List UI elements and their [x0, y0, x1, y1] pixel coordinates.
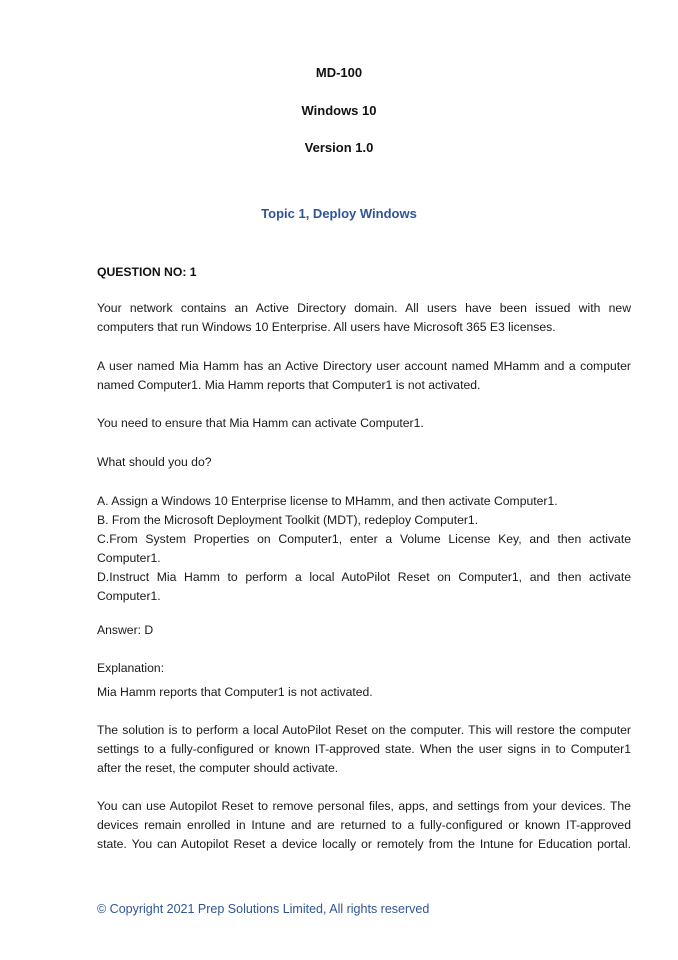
explanation-paragraph-1-line-3: after the reset, the computer should activate.: [97, 761, 339, 775]
exam-name: Windows 10: [301, 103, 377, 118]
explanation-paragraph-1-line-2: settings to a fully-configured or known IT-approved state. When the user signs in to Computer1: [97, 742, 631, 756]
explanation-paragraph-2-line-3: state. You can Autopilot Reset a device locally or remotely from the Intune for Education portal.: [97, 837, 631, 851]
explanation-line-0: Mia Hamm reports that Computer1 is not activated.: [97, 685, 373, 699]
option-b: B. From the Microsoft Deployment Toolkit (MDT), redeploy Computer1.: [97, 513, 479, 527]
topic-heading: Topic 1, Deploy Windows: [261, 206, 417, 221]
question-paragraph-1-line-2: computers that run Windows 10 Enterprise. All users have Microsoft 365 E3 licenses.: [97, 320, 556, 334]
explanation-paragraph-1: [97, 721, 631, 778]
explanation-paragraph-2: [97, 797, 631, 854]
exam-code: MD-100: [315, 65, 363, 80]
question-paragraph-2-line-2: named Computer1. Mia Hamm reports that Computer1 is not activated.: [97, 378, 481, 392]
option-d-line-1: D.Instruct Mia Hamm to perform a local AutoPilot Reset on Computer1, and then activate: [97, 570, 631, 584]
question-paragraph-3: You need to ensure that Mia Hamm can activate Computer1.: [97, 416, 424, 430]
question-paragraph-1-line-1: Your network contains an Active Directory domain. All users have been issued with new: [97, 301, 631, 315]
question-paragraph-2-line-1: A user named Mia Hamm has an Active Directory user account named MHamm and a computer: [97, 359, 631, 373]
question-number: QUESTION NO: 1: [97, 265, 197, 279]
question-paragraph-2: [97, 357, 631, 395]
explanation-paragraph-1-line-1: The solution is to perform a local AutoPilot Reset on the computer. This will restore the computer: [97, 723, 631, 737]
version-label: Version 1.0: [304, 140, 374, 155]
copyright-footer: © Copyright 2021 Prep Solutions Limited, All rights reserved: [97, 902, 430, 916]
answer-options: [97, 492, 631, 606]
option-d-line-2: Computer1.: [97, 589, 161, 603]
option-c-line-1: C.From System Properties on Computer1, enter a Volume License Key, and then activate: [97, 532, 631, 546]
explanation-label: Explanation:: [97, 661, 165, 675]
question-prompt: What should you do?: [97, 455, 212, 469]
explanation-paragraph-2-line-1: You can use Autopilot Reset to remove personal files, apps, and settings from your devices. The: [97, 799, 631, 813]
question-paragraph-1: [97, 299, 631, 337]
answer-label: Answer: D: [97, 623, 154, 637]
option-a: A. Assign a Windows 10 Enterprise license to MHamm, and then activate Computer1.: [97, 494, 558, 508]
explanation-paragraph-2-line-2: devices remain enrolled in Intune and are returned to a fully-configured or known IT-approved: [97, 818, 631, 832]
option-c-line-2: Computer1.: [97, 551, 161, 565]
